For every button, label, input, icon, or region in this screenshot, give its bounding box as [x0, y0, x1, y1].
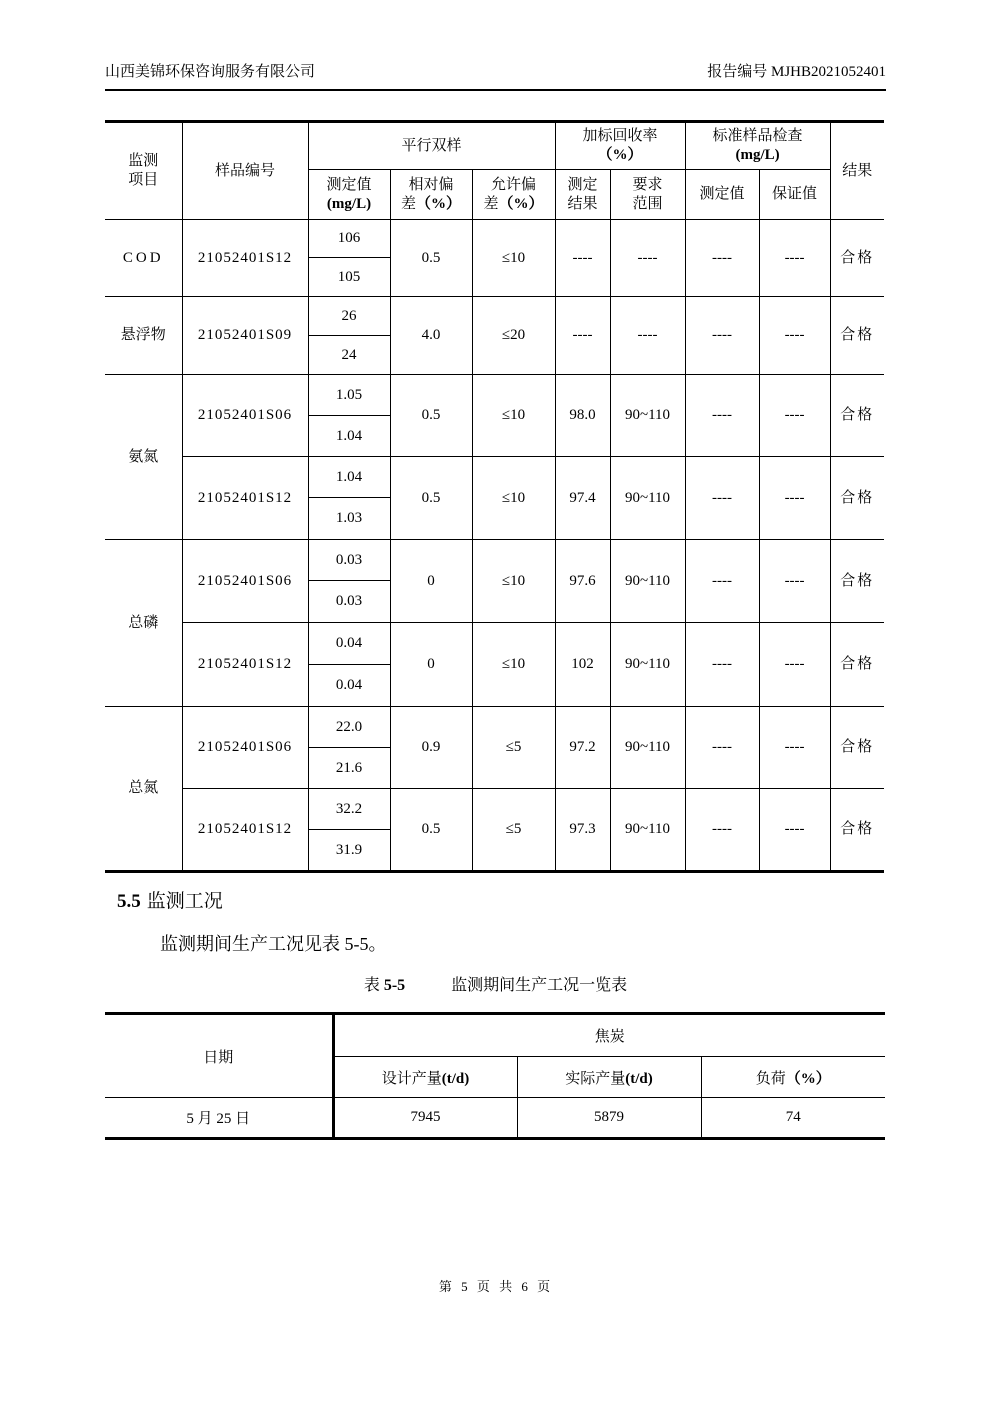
table-row	[105, 789, 884, 830]
header-actual-output: 实际产量(t/d)	[517, 1057, 701, 1098]
cell-value-2: 21.6	[308, 748, 390, 789]
cell-std-measured: ----	[685, 540, 759, 623]
cell-item: COD	[105, 220, 182, 297]
cell-result: 合格	[830, 220, 884, 297]
cell-result: 合格	[830, 623, 884, 707]
cell-value-1: 22.0	[308, 707, 390, 748]
report-number: 报告编号 MJHB2021052401	[707, 64, 886, 80]
cell-relative-dev: 4.0	[390, 297, 472, 375]
table-row	[105, 457, 884, 498]
cell-sample-id: 21052401S12	[182, 623, 308, 707]
cell-value-2: 24	[308, 336, 390, 375]
cell-spike-result: 97.3	[555, 789, 610, 872]
cell-allowed-dev: ≤5	[472, 707, 555, 789]
table-row	[105, 1014, 885, 1057]
cell-std-measured: ----	[685, 623, 759, 707]
cell-result: 合格	[830, 457, 884, 540]
header-sample-id: 样品编号	[182, 122, 308, 220]
cell-relative-dev: 0	[390, 623, 472, 707]
page-header	[105, 60, 886, 91]
cell-relative-dev: 0.5	[390, 220, 472, 297]
cell-spike-range: ----	[610, 220, 685, 297]
cell-item: 总氮	[105, 707, 182, 872]
header-date: 日期	[105, 1014, 333, 1098]
cell-date: 5 月 25 日	[105, 1098, 333, 1139]
cell-allowed-dev: ≤5	[472, 789, 555, 872]
cell-std-certified: ----	[759, 297, 830, 375]
cell-relative-dev: 0.5	[390, 789, 472, 872]
header-result: 结果	[830, 122, 884, 220]
cell-spike-range: 90~110	[610, 789, 685, 872]
cell-allowed-dev: ≤10	[472, 220, 555, 297]
cell-spike-result: 102	[555, 623, 610, 707]
cell-std-measured: ----	[685, 457, 759, 540]
cell-std-certified: ----	[759, 220, 830, 297]
header-coke: 焦炭	[333, 1014, 885, 1057]
cell-value-1: 1.04	[308, 457, 390, 498]
cell-std-certified: ----	[759, 375, 830, 457]
cell-result: 合格	[830, 375, 884, 457]
cell-value-1: 0.03	[308, 540, 390, 581]
section-heading	[117, 886, 223, 913]
table-row	[105, 122, 884, 170]
cell-std-measured: ----	[685, 297, 759, 375]
cell-spike-result: 97.4	[555, 457, 610, 540]
cell-std-measured: ----	[685, 220, 759, 297]
cell-sample-id: 21052401S12	[182, 220, 308, 297]
header-monitor-item: 监测 项目	[105, 122, 182, 220]
cell-allowed-dev: ≤20	[472, 297, 555, 375]
cell-std-certified: ----	[759, 540, 830, 623]
table-row	[105, 707, 884, 748]
cell-spike-range: 90~110	[610, 375, 685, 457]
cell-result: 合格	[830, 707, 884, 789]
cell-std-certified: ----	[759, 789, 830, 872]
header-relative-deviation: 相对偏 差（%）	[390, 170, 472, 220]
cell-spike-result: 98.0	[555, 375, 610, 457]
cell-value-1: 26	[308, 297, 390, 336]
cell-relative-dev: 0	[390, 540, 472, 623]
cell-item: 氨氮	[105, 375, 182, 540]
caption-title: 监测期间生产工况一览表	[451, 977, 628, 994]
table-row	[105, 1098, 885, 1139]
header-standard-sample-check: 标准样品检查 (mg/L)	[685, 122, 830, 170]
cell-design-output: 7945	[333, 1098, 517, 1139]
cell-sample-id: 21052401S06	[182, 540, 308, 623]
cell-relative-dev: 0.5	[390, 457, 472, 540]
cell-value-1: 106	[308, 220, 390, 258]
cell-spike-range: 90~110	[610, 457, 685, 540]
header-required-range: 要求 范围	[610, 170, 685, 220]
production-table	[105, 1012, 885, 1140]
section-paragraph: 监测期间生产工况见表 5-5。	[160, 934, 387, 954]
cell-value-2: 1.04	[308, 416, 390, 457]
header-std-measured: 测定值	[685, 170, 759, 220]
cell-actual-output: 5879	[517, 1098, 701, 1139]
cell-result: 合格	[830, 540, 884, 623]
header-design-output: 设计产量(t/d)	[333, 1057, 517, 1098]
cell-relative-dev: 0.9	[390, 707, 472, 789]
cell-std-measured: ----	[685, 375, 759, 457]
table-row	[105, 297, 884, 336]
cell-allowed-dev: ≤10	[472, 457, 555, 540]
cell-result: 合格	[830, 789, 884, 872]
cell-std-measured: ----	[685, 707, 759, 789]
page-footer: 第 5 页 共 6 页	[438, 1279, 554, 1294]
cell-sample-id: 21052401S09	[182, 297, 308, 375]
header-std-certified: 保证值	[759, 170, 830, 220]
cell-item: 悬浮物	[105, 297, 182, 375]
table-row	[105, 540, 884, 581]
table-row	[105, 220, 884, 258]
cell-value-1: 1.05	[308, 375, 390, 416]
cell-allowed-dev: ≤10	[472, 540, 555, 623]
cell-load: 74	[701, 1098, 885, 1139]
table-row	[105, 623, 884, 665]
caption-number: 5-5	[383, 977, 406, 994]
caption-label: 表	[363, 977, 380, 994]
cell-relative-dev: 0.5	[390, 375, 472, 457]
cell-result: 合格	[830, 297, 884, 375]
cell-value-2: 0.03	[308, 581, 390, 623]
header-spike-recovery: 加标回收率 （%）	[555, 122, 685, 170]
cell-sample-id: 21052401S12	[182, 789, 308, 872]
cell-spike-result: 97.6	[555, 540, 610, 623]
cell-std-certified: ----	[759, 707, 830, 789]
cell-allowed-dev: ≤10	[472, 375, 555, 457]
cell-std-certified: ----	[759, 623, 830, 707]
header-load: 负荷（%）	[701, 1057, 885, 1098]
cell-spike-range: ----	[610, 297, 685, 375]
cell-item: 总磷	[105, 540, 182, 707]
cell-sample-id: 21052401S06	[182, 375, 308, 457]
cell-value-2: 105	[308, 258, 390, 297]
cell-std-measured: ----	[685, 789, 759, 872]
cell-sample-id: 21052401S06	[182, 707, 308, 789]
header-spike-measured: 测定 结果	[555, 170, 610, 220]
section-title: 监测工况	[146, 891, 223, 912]
cell-sample-id: 21052401S12	[182, 457, 308, 540]
cell-value-2: 31.9	[308, 830, 390, 872]
header-allowed-deviation: 允许偏 差（%）	[472, 170, 555, 220]
cell-spike-range: 90~110	[610, 707, 685, 789]
cell-value-2: 1.03	[308, 498, 390, 540]
cell-value-1: 32.2	[308, 789, 390, 830]
cell-spike-result: 97.2	[555, 707, 610, 789]
section-number: 5.5	[117, 891, 141, 912]
cell-allowed-dev: ≤10	[472, 623, 555, 707]
qa-table	[105, 120, 884, 873]
cell-value-1: 0.04	[308, 623, 390, 665]
cell-spike-result: ----	[555, 220, 610, 297]
cell-spike-range: 90~110	[610, 623, 685, 707]
cell-std-certified: ----	[759, 457, 830, 540]
header-parallel-duplicate: 平行双样	[308, 122, 555, 170]
company-name: 山西美锦环保咨询服务有限公司	[105, 64, 316, 80]
cell-value-2: 0.04	[308, 665, 390, 707]
table-row	[105, 375, 884, 416]
cell-spike-range: 90~110	[610, 540, 685, 623]
header-measured-value: 测定值 (mg/L)	[308, 170, 390, 220]
cell-spike-result: ----	[555, 297, 610, 375]
table-caption	[105, 972, 886, 995]
